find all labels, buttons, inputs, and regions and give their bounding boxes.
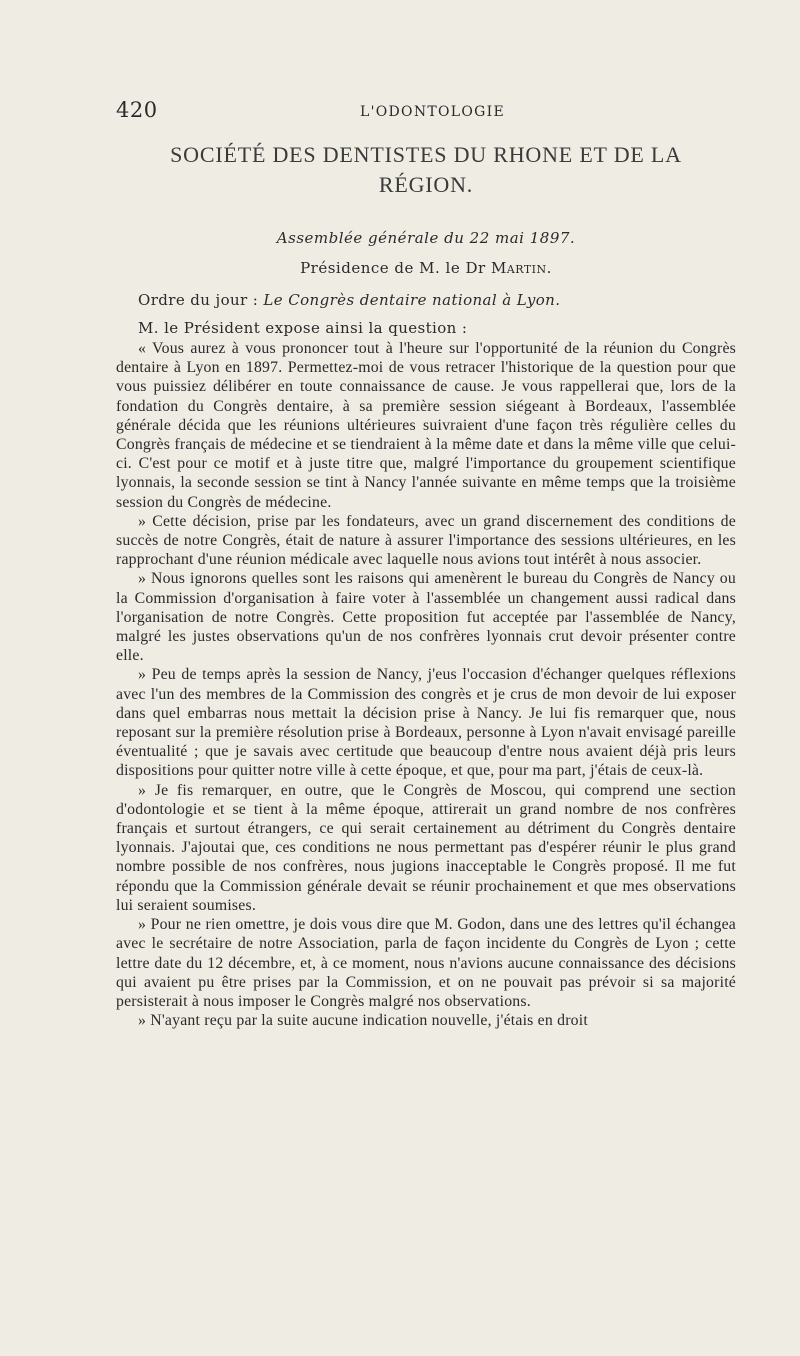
presidency-prefix: Présidence de M. le Dr bbox=[300, 259, 491, 277]
running-header bbox=[116, 92, 736, 128]
agenda-label: Ordre du jour : bbox=[138, 291, 264, 309]
section-title: SOCIÉTÉ DES DENTISTES DU RHONE ET DE LA RÉGION. bbox=[170, 142, 682, 197]
body-text bbox=[116, 339, 736, 1030]
body-paragraph: « Vous aurez à vous prononcer tout à l'heure sur l'opportunité de la réunion du Congrès dentaire à Lyon en 1897. Permettez-moi de vous retracer l'historique de la question pour que vous puissiez délibérer en toute connaissance de cause. Je vous rappellerai que, lors de la fondation du Congrès dentaire, à sa première session siégeant à Bordeaux, l'assemblée générale décida que les réunions ultérieures suivraient d'une façon très régulière celles du Congrès français de médecine et se tiendraient à la même date et dans la même ville que celui-ci. C'est pour ce motif et à juste titre que, malgré l'importance du groupement scientifique lyonnais, la seconde session se tint à Nancy l'année suivante en même temps que la troisième session du Congrès de médecine. bbox=[116, 340, 736, 511]
agenda-topic: Le Congrès dentaire national à Lyon. bbox=[263, 291, 561, 309]
page-number: 420 bbox=[116, 98, 158, 122]
body-paragraph: » Je fis remarquer, en outre, que le Congrès de Moscou, qui comprend une section d'odontologie et se tient à la même époque, attirerait un grand nombre de nos confrères français et surtout étrangers, ce qui serait certainement au détriment du Congrès dentaire lyonnais. J'ajoutai que, ces conditions ne nous permettant pas d'espérer réunir le plus grand nombre possible de nos confrères, nous jugions inacceptable le Congrès proposé. Il me fut répondu que la Commission générale devait se réunir prochainement et que mes observations lui seraient soumises. bbox=[116, 781, 736, 914]
intro-line: M. le Président expose ainsi la question : bbox=[138, 319, 468, 337]
body-paragraph: » N'ayant reçu par la suite aucune indication nouvelle, j'étais en droit bbox=[138, 1012, 588, 1030]
body-paragraph: » Cette décision, prise par les fondateurs, avec un grand discernement des conditions de succès de notre Congrès, était de nature à assurer l'importance des sessions ultérieures, en les rapprochant d'une réunion médicale avec laquelle nous avions tout intérêt à nous associer. bbox=[116, 512, 736, 569]
body-paragraph: » Pour ne rien omettre, je dois vous dire que M. Godon, dans une des lettres qu'il échangea avec le secrétaire de notre Association, parla de façon incidente du Congrès de Lyon ; cette lettre date du 12 décembre, et, à ce moment, nous n'avions aucune connaissance des décisions qui avaient pu être prises par la Commission, et on ne pouvait pas prévoir si sa majorité persisterait à nous imposer le Congrès malgré nos observations. bbox=[116, 916, 736, 1010]
meeting-date: Assemblée générale du 22 mai 1897. bbox=[276, 229, 576, 247]
body-paragraph: » Nous ignorons quelles sont les raisons qui amenèrent le bureau du Congrès de Nancy ou la Commission d'organisation à faire voter à l'assemblée un changement aussi radical dans l'organisation de notre Congrès. Cette proposition fut acceptée par l'assemblée de Nancy, malgré les justes observations qu'un de nos confrères lyonnais crut devoir présenter contre elle. bbox=[116, 570, 736, 665]
agenda-line bbox=[116, 290, 736, 310]
journal-title: L'ODONTOLOGIE bbox=[360, 104, 505, 120]
presidency-line bbox=[116, 258, 736, 278]
president-name: Martin. bbox=[490, 259, 552, 277]
body-paragraph: » Peu de temps après la session de Nancy, j'eus l'occasion d'échanger quelques réflexions avec l'un des membres de la Commission des congrès et je crus de mon devoir de lui exposer dans quel embarras nous mettait la décision prise à Nancy. Je lui fis remarquer que, nous reposant sur la première résolution prise à Bordeaux, personne à Lyon n'avait envisagé pareille éventualité ; que je savais avec certitude que beaucoup d'entre nous avaient déjà pris leurs dispositions pour quitter notre ville à cette époque, et que, pour ma part, j'étais de ceux-là. bbox=[116, 666, 736, 780]
